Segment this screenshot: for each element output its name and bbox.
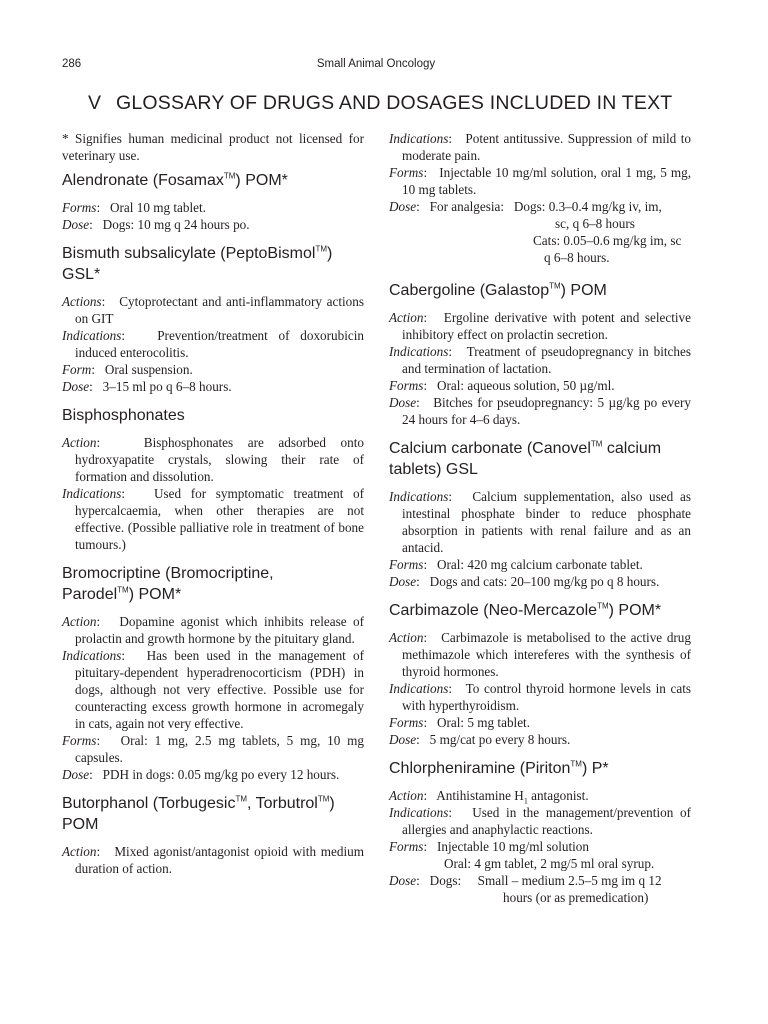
dose-line: Dose: 5 mg/cat po every 8 hours. — [389, 732, 571, 747]
indications-line: Indications: Prevention/treatment of doxorubicin induced enterocolitis. — [62, 328, 364, 360]
intro-note: * Signifies human medicinal product not licensed for veterinary use. — [62, 131, 364, 163]
drug-name: Bismuth subsalicylate (PeptoBismol™) GSL* — [62, 244, 333, 283]
dose-line: Dose: Dogs: Small – medium 2.5–5 mg im q 12 — [389, 873, 662, 888]
entry-bismuth-subsalicylate — [62, 243, 364, 395]
entry-butorphanol — [62, 793, 364, 877]
entry-carbimazole — [389, 600, 691, 748]
dose-dogs-cont: sc, q 6–8 hours — [555, 216, 635, 231]
forms-line: Forms: Oral 10 mg tablet. — [62, 200, 206, 215]
indications-line: Indications: To control thyroid hormone levels in cats with hyperthyroidism. — [389, 681, 691, 713]
forms-line-2: Oral: 4 gm tablet, 2 mg/5 ml oral syrup. — [444, 856, 655, 871]
left-column — [62, 130, 364, 877]
forms-line: Forms: Injectable 10 mg/ml solution, oral 1 mg, 5 mg, 10 mg tablets. — [389, 165, 692, 197]
action-line: Action: Ergoline derivative with potent and selective inhibitory effect on prolactin secretion. — [389, 310, 691, 342]
entry-bromocriptine — [62, 563, 364, 783]
entry-alendronate — [62, 170, 364, 233]
indications-line: Indications: Treatment of pseudopregnancy in bitches and termination of lactation. — [389, 344, 691, 376]
drug-name: Bisphosphonates — [62, 407, 185, 424]
indications-line: Indications: Used for symptomatic treatment of hypercalcaemia, when other therapies are not effective. (Possible palliative role in treatment of bone tumours.) — [62, 486, 364, 552]
dose-line: Dose: 3–15 ml po q 6–8 hours. — [62, 379, 232, 394]
form-line: Form: Oral suspension. — [62, 362, 193, 377]
indications-line: Indications: Used in the management/prevention of allergies and anaphylactic reactions. — [389, 805, 692, 837]
drug-name: Butorphanol (Torbugesic™, Torbutrol™) POM — [62, 794, 335, 833]
drug-name: Carbimazole (Neo-Mercazole™) POM* — [389, 601, 662, 619]
entry-chlorpheniramine — [389, 758, 691, 906]
drug-name: Calcium carbonate (Canovel™ calcium tablets) GSL — [389, 439, 662, 478]
section-number: V — [88, 92, 102, 114]
entry-butorphanol-continued — [389, 130, 691, 266]
dose-line: Dose: Bitches for pseudopregnancy: 5 µg/kg po every 24 hours for 4–6 days. — [389, 395, 691, 427]
entry-calcium-carbonate — [389, 438, 691, 590]
forms-line: Forms: Oral: 5 mg tablet. — [389, 715, 531, 730]
drug-name: Bromocriptine (Bromocriptine, Parodel™) POM* — [62, 565, 274, 603]
right-column — [389, 130, 691, 906]
drug-name: Alendronate (Fosamax™) POM* — [62, 171, 288, 189]
dose-line: Dose: For analgesia: Dogs: 0.3–0.4 mg/kg iv, im, — [389, 199, 662, 214]
dose-line: Dose: Dogs and cats: 20–100 mg/kg po q 8 hours. — [389, 574, 660, 589]
forms-line: Forms: Injectable 10 mg/ml solution — [389, 839, 589, 854]
running-head — [62, 58, 690, 76]
action-line: Action: Antihistamine $H_1$ antagonist. — [389, 788, 589, 806]
dose-block — [389, 198, 691, 266]
indications-line: Indications: Has been used in the management of pituitary-dependent hyperadrenocorticism (PDH) in dogs, although not very effective. Possible use for counteracting excess growth hormone in acromegaly in cats, again not very effective. — [62, 648, 364, 731]
drug-name: Chlorpheniramine (Piriton™) P* — [389, 759, 609, 777]
dose-line-2: hours (or as premedication) — [503, 890, 649, 905]
entry-cabergoline — [389, 280, 691, 428]
forms-line: Forms: Oral: aqueous solution, 50 µg/ml. — [389, 378, 615, 393]
entry-bisphosphonates — [62, 405, 364, 553]
dose-line: Dose: Dogs: 10 mg q 24 hours po. — [62, 217, 250, 232]
dose-line: Dose: PDH in dogs: 0.05 mg/kg po every 12 hours. — [62, 767, 340, 782]
book-title: Small Animal Oncology — [316, 58, 436, 70]
action-line: Action: Bisphosphonates are adsorbed onto hydroxyapatite crystals, slowing their rate of formation and dissolution. — [62, 435, 364, 484]
dose-cats: Cats: 0.05–0.6 mg/kg im, sc — [533, 233, 682, 248]
actions-line: Actions: Cytoprotectant and anti-inflammatory actions on GIT — [62, 294, 364, 326]
action-line: Action: Dopamine agonist which inhibits release of prolactin and growth hormone by the pituitary gland. — [62, 614, 364, 646]
indications-line: Indications: Potent antitussive. Suppression of mild to moderate pain. — [389, 131, 691, 163]
indications-line: Indications: Calcium supplementation, also used as intestinal phosphate binder to reduce phosphate absorption in patients with renal failure and as an antacid. — [389, 489, 691, 555]
dose-cats-cont: q 6–8 hours. — [544, 250, 610, 265]
action-line: Action: Mixed agonist/antagonist opioid with medium duration of action. — [62, 844, 365, 876]
forms-line: Forms: Oral: 420 mg calcium carbonate tablet. — [389, 557, 643, 572]
drug-name: Cabergoline (Galastop™) POM — [389, 281, 607, 299]
section-title — [88, 92, 728, 115]
forms-line: Forms: Oral: 1 mg, 2.5 mg tablets, 5 mg, 10 mg capsules. — [62, 733, 364, 765]
action-line: Action: Carbimazole is metabolised to the active drug methimazole which intereferes with the synthesis of thyroid hormones. — [389, 630, 691, 679]
section-heading: GLOSSARY OF DRUGS AND DOSAGES INCLUDED IN TEXT — [116, 92, 673, 114]
page-number: 286 — [62, 58, 82, 70]
